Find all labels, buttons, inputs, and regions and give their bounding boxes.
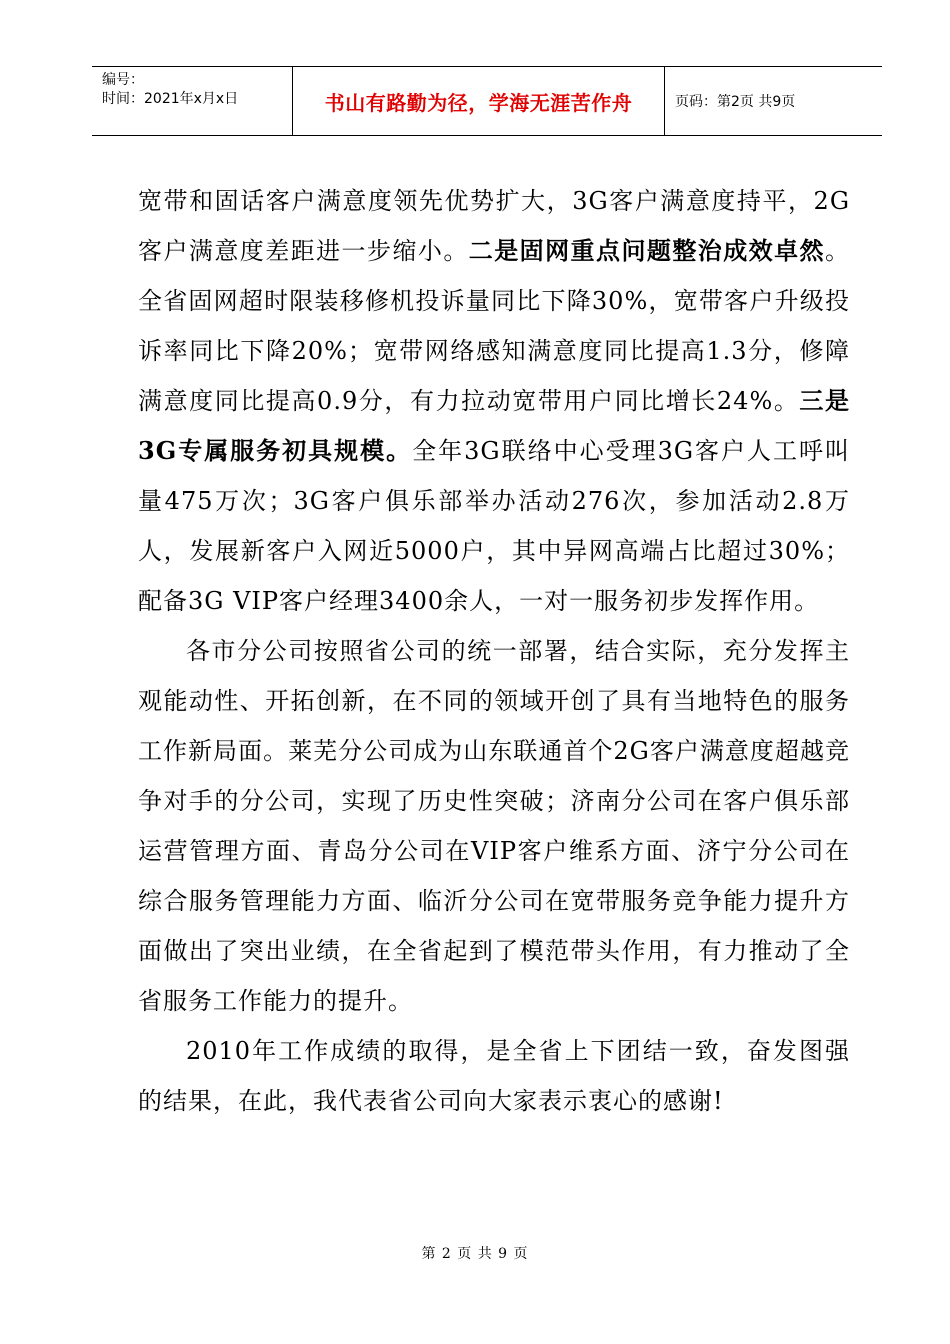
header-motto: 书山有路勤为径，学海无涯苦作舟 [293,67,665,135]
header-page-label: 页码：第2页 共9页 [675,94,796,110]
number-label: 编号： [102,72,144,88]
page-footer: 第 2 页 共 9 页 [421,1246,529,1262]
document-body [138,176,850,1126]
p1-bold-b: 二是固网重点问题整治成效卓然 [468,236,826,265]
paragraph-1 [138,176,850,626]
p1-text-e: 全年3G联络中心受理3G客户人工呼叫量475万次；3G客户俱乐部举办活动276次，参加活动2.8万人，发展新客户入网近5000户，其中异网高端占比超过30%；配备3G VIP客户经理3400余人，一对一服务初步发挥作用。 [138,437,850,615]
time-label: 时间：2021年x月x日 [102,91,239,107]
header-meta [92,67,293,135]
paragraph-2: 各市分公司按照省公司的统一部署，结合实际，充分发挥主观能动性、开拓创新，在不同的领域开创了具有当地特色的服务工作新局面。莱芜分公司成为山东联通首个2G客户满意度超越竞争对手的分公司，实现了历史性突破；济南分公司在客户俱乐部运营管理方面、青岛分公司在VIP客户维系方面、济宁分公司在综合服务管理能力方面、临沂分公司在宽带服务竞争能力提升方面做出了突出业绩，在全省起到了模范带头作用，有力推动了全省服务工作能力的提升。 [138,637,850,1015]
p1-text-a: 宽带和固话客户满意度领先优势扩大，3G客户满意度持平，2G客户满意度差距进一步缩小。 [138,187,850,265]
page-header [92,66,882,136]
p1-text-c: 。全省固网超时限装移修机投诉量同比下降30%，宽带客户升级投诉率同比下降20%；宽带网络感知满意度同比提高1.3分，修障满意度同比提高0.9分，有力拉动宽带用户同比增长24%。 [138,237,851,415]
paragraph-3: 2010年工作成绩的取得，是全省上下团结一致，奋发图强的结果，在此，我代表省公司向大家表示衷心的感谢! [138,1037,850,1115]
p1-bold-d: 三是3G专属服务初具规模。 [138,386,851,465]
